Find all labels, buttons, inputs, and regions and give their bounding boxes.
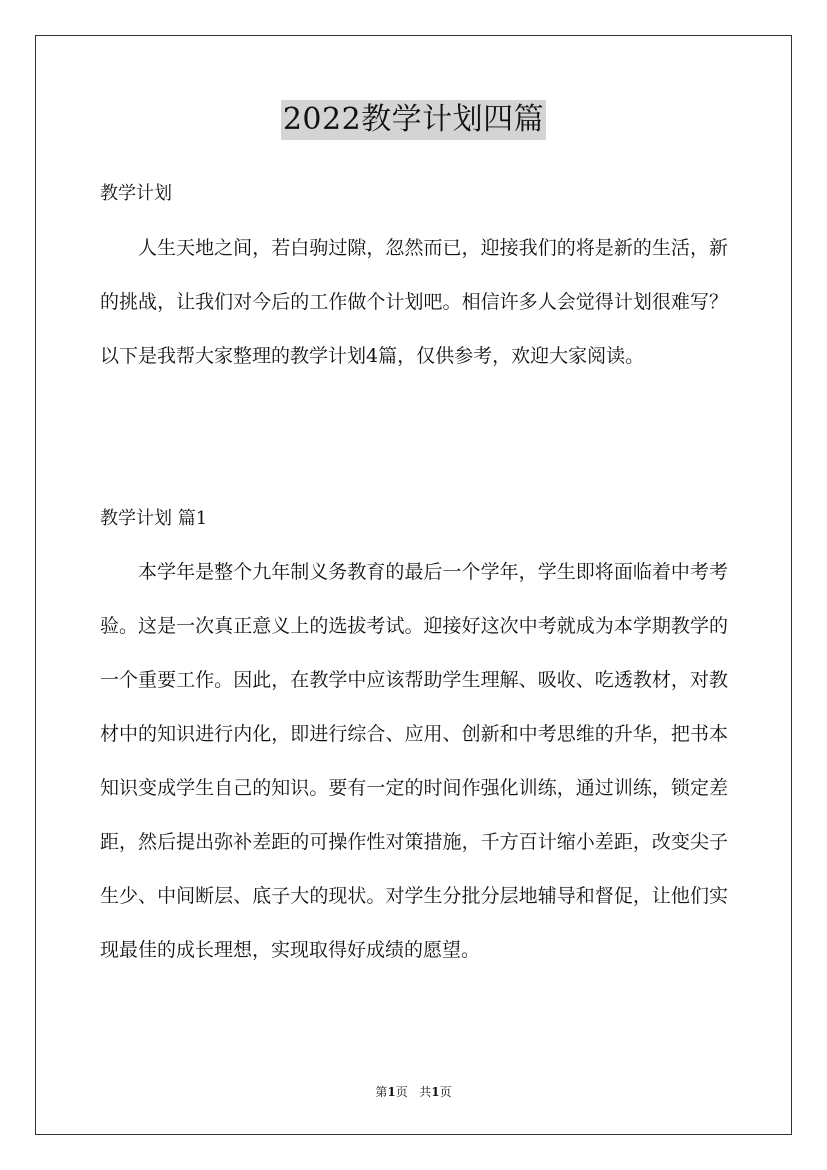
- section1-paragraph-block: [100, 545, 728, 977]
- page-footer: [0, 1084, 827, 1100]
- section1-paragraph: 本学年是整个九年制义务教育的最后一个学年，学生即将面临着中考考验。这是一次真正意义上的选拔考试。迎接好这次中考就成为本学期教学的一个重要工作。因此，在教学中应该帮助学生理解、吸收、吃透教材，对教材中的知识进行内化，即进行综合、应用、创新和中考思维的升华，把书本知识变成学生自己的知识。要有一定的时间作强化训练，通过训练，锁定差距，然后提出弥补差距的可操作性对策措施，千方百计缩小差距，改变尖子生少、中间断层、底子大的现状。对学生分批分层地辅导和督促，让他们实现最佳的成长理想，实现取得好成绩的愿望。: [100, 561, 728, 961]
- document-title-wrapper: [0, 100, 827, 140]
- intro-paragraph-block: [100, 221, 728, 383]
- document-title: 2022教学计划四篇: [281, 100, 546, 140]
- footer-page-prefix: 第: [375, 1085, 388, 1099]
- footer-total-pages: 1: [431, 1085, 440, 1099]
- intro-heading: 教学计划: [100, 183, 172, 204]
- footer-total-suffix: 页: [439, 1085, 452, 1099]
- footer-total-prefix: 共: [419, 1085, 432, 1099]
- section1-heading: 教学计划 篇1: [100, 508, 208, 529]
- footer-page-number: 1: [387, 1085, 396, 1099]
- footer-page-suffix: 页: [395, 1085, 408, 1099]
- intro-paragraph: 人生天地之间，若白驹过隙，忽然而已，迎接我们的将是新的生活，新的挑战，让我们对今后的工作做个计划吧。相信许多人会觉得计划很难写？以下是我帮大家整理的教学计划4篇，仅供参考，欢迎大家阅读。: [100, 237, 728, 367]
